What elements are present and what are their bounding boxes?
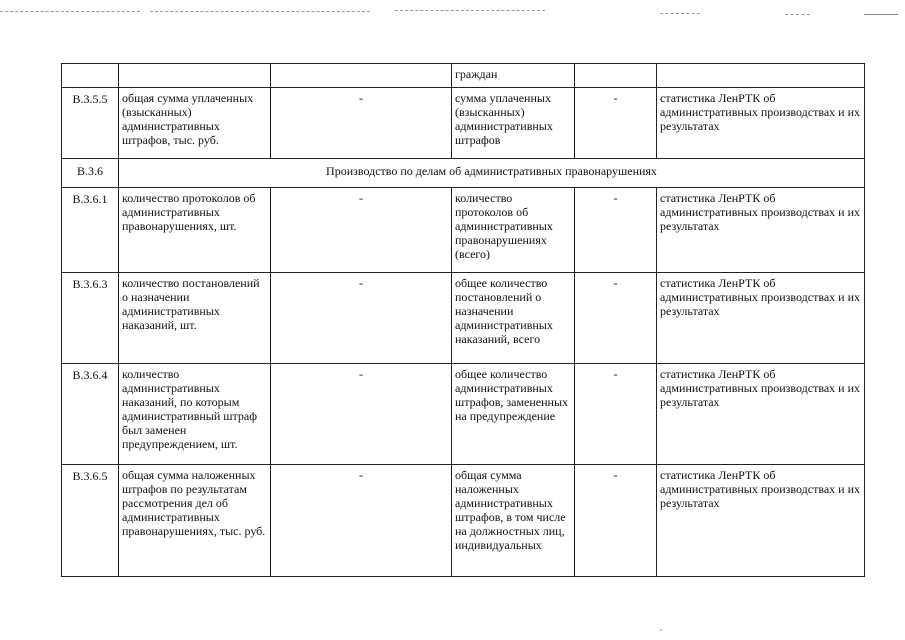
table-row [62,188,865,273]
formula-cell: количество протоколов об административных правонарушениях (всего) [452,188,575,273]
value-cell: - [575,364,657,465]
value-cell [575,64,657,88]
table-row [62,465,865,577]
target-value-cell [271,64,452,88]
table-row [62,364,865,465]
section-title-cell: Производство по делам об административных правонарушениях [119,159,865,188]
table-row [62,273,865,364]
table-row [62,64,865,88]
row-code-cell: В.3.6.5 [62,465,119,577]
formula-cell: сумма уплаченных (взысканных) административных штрафов [452,88,575,159]
scan-artifact-line [660,13,700,14]
scan-artifact-line [395,10,545,11]
indicators-table [61,63,865,577]
scan-artifact-line [864,14,898,15]
indicator-cell: количество административных наказаний, по которым административный штраф был заменен предупреждением, шт. [119,364,271,465]
value-cell: - [575,88,657,159]
row-code-cell [62,64,119,88]
formula-cell: общее количество постановлений о назначении административных наказаний, всего [452,273,575,364]
scan-artifact-line [785,14,810,15]
indicator-cell: общая сумма наложенных штрафов по результатам рассмотрения дел об административных правонарушениях, тыс. руб. [119,465,271,577]
source-cell [657,64,865,88]
section-row [62,159,865,188]
target-value-cell: - [271,273,452,364]
row-code-cell: В.3.6.1 [62,188,119,273]
value-cell: - [575,465,657,577]
table-row [62,88,865,159]
source-cell: статистика ЛенРТК об административных производствах и их результатах [657,465,865,577]
value-cell: - [575,273,657,364]
formula-cell: общая сумма наложенных административных штрафов, в том числе на должностных лиц, индивидуальных [452,465,575,577]
indicator-cell: количество протоколов об административных правонарушениях, шт. [119,188,271,273]
formula-cell: граждан [452,64,575,88]
source-cell: статистика ЛенРТК об административных производствах и их результатах [657,273,865,364]
target-value-cell: - [271,88,452,159]
target-value-cell: - [271,188,452,273]
indicator-cell: количество постановлений о назначении административных наказаний, шт. [119,273,271,364]
row-code-cell: В.3.6.4 [62,364,119,465]
value-cell: - [575,188,657,273]
target-value-cell: - [271,465,452,577]
scan-artifact-line [150,11,370,12]
indicator-cell [119,64,271,88]
source-cell: статистика ЛенРТК об административных производствах и их результатах [657,88,865,159]
source-cell: статистика ЛенРТК об административных производствах и их результатах [657,364,865,465]
formula-cell: общее количество административных штрафов, замененных на предупреждение [452,364,575,465]
section-code-cell: В.3.6 [62,159,119,188]
row-code-cell: В.3.5.5 [62,88,119,159]
target-value-cell: - [271,364,452,465]
indicator-cell: общая сумма уплаченных (взысканных) административных штрафов, тыс. руб. [119,88,271,159]
source-cell: статистика ЛенРТК об административных производствах и их результатах [657,188,865,273]
row-code-cell: В.3.6.3 [62,273,119,364]
scan-artifact-dot [660,629,662,631]
scan-artifact-line [0,11,140,12]
